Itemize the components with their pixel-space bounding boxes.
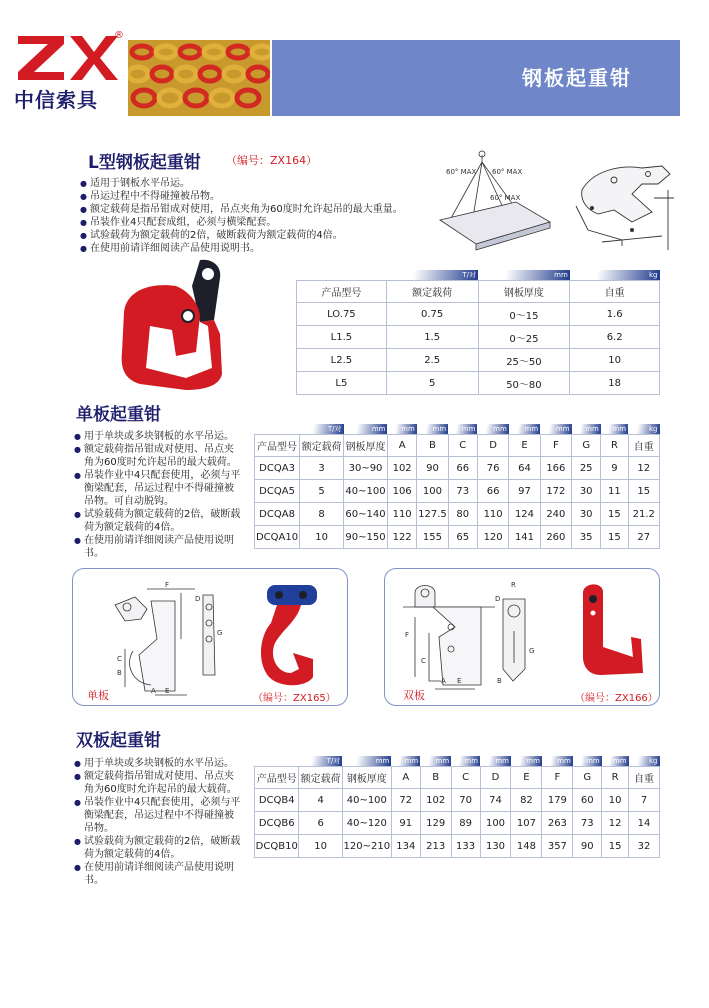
- table-cell: 1.6: [570, 303, 660, 326]
- table-row: [297, 303, 660, 326]
- table-row: [255, 457, 660, 480]
- list-item: ● 在使用前请详细阅读产品使用说明书。: [74, 861, 242, 887]
- table-cell: 122: [387, 526, 416, 549]
- table-cell: DCQB10: [255, 835, 299, 858]
- table-cell: L5: [297, 372, 387, 395]
- double-plate-panel: [384, 568, 660, 706]
- table-cell: 66: [477, 480, 508, 503]
- table-cell: 15: [628, 480, 659, 503]
- table-cell: 213: [420, 835, 451, 858]
- table-header: E: [511, 767, 542, 789]
- dimension-label: C: [421, 657, 426, 665]
- unit-label: mm: [511, 756, 542, 767]
- logo-text: 中信索具: [14, 88, 98, 112]
- unit-label: mm: [417, 424, 448, 435]
- table-row: [255, 526, 660, 549]
- single-plate-bullets: [74, 430, 242, 560]
- table-cell: DCQA5: [255, 480, 300, 503]
- single-plate-label: 单板: [87, 689, 109, 702]
- table-cell: LO.75: [297, 303, 387, 326]
- dimension-label: A: [151, 687, 156, 695]
- double-plate-drawing: [395, 577, 545, 695]
- table-row: [297, 326, 660, 349]
- table-cell: 130: [480, 835, 511, 858]
- table-header: F: [540, 435, 571, 457]
- unit-label: mm: [478, 270, 570, 281]
- table-cell: 3: [300, 457, 344, 480]
- registered-mark: ®: [114, 30, 124, 41]
- dimension-label: F: [405, 631, 410, 639]
- list-item: ● 在使用前请详细阅读产品使用说明书。: [80, 242, 416, 255]
- table-cell: 5: [386, 372, 478, 395]
- l-type-bullets: [80, 177, 416, 255]
- unit-label: mm: [387, 424, 416, 435]
- table-cell: 15: [601, 503, 628, 526]
- unit-label: kg: [629, 756, 660, 767]
- table-cell: 6: [299, 812, 342, 835]
- table-cell: 357: [542, 835, 573, 858]
- table-cell: 80: [448, 503, 477, 526]
- table-cell: 100: [417, 480, 448, 503]
- list-item: ● 用于单块或多块钢板的水平吊运。: [74, 430, 242, 443]
- unit-label: mm: [542, 756, 573, 767]
- table-cell: 12: [602, 812, 629, 835]
- table-cell: 66: [448, 457, 477, 480]
- l-type-clamp-photo: [116, 256, 236, 392]
- dimension-label: B: [117, 669, 122, 677]
- table-cell: 72: [391, 789, 420, 812]
- table-header: C: [448, 435, 477, 457]
- table-cell: 70: [451, 789, 480, 812]
- l-type-code: （编号：ZX164）: [226, 154, 318, 167]
- table-header: B: [420, 767, 451, 789]
- table-cell: 0～15: [478, 303, 570, 326]
- table-cell: 40~100: [342, 789, 391, 812]
- double-plate-clamp-photo: [575, 577, 655, 687]
- table-cell: 155: [417, 526, 448, 549]
- l-type-spec-table: [296, 270, 660, 395]
- table-header: 自重: [629, 767, 660, 789]
- table-header: D: [480, 767, 511, 789]
- table-cell: 18: [570, 372, 660, 395]
- table-header: 钢板厚度: [344, 435, 388, 457]
- table-cell: 127.5: [417, 503, 448, 526]
- list-item: ● 试验载荷为额定载荷的2倍，破断载荷为额定载荷的4倍。: [74, 508, 242, 534]
- table-cell: 10: [570, 349, 660, 372]
- table-cell: 30: [572, 503, 601, 526]
- table-header: 钢板厚度: [478, 281, 570, 303]
- dimension-label: B: [497, 677, 502, 685]
- dimension-label: G: [529, 647, 535, 655]
- table-cell: 14: [629, 812, 660, 835]
- table-cell: 90: [417, 457, 448, 480]
- list-item: ● 在使用前请详细阅读产品使用说明书。: [74, 534, 242, 560]
- table-cell: 6.2: [570, 326, 660, 349]
- table-cell: 90: [573, 835, 602, 858]
- table-cell: 40~120: [342, 812, 391, 835]
- table-cell: 0～25: [478, 326, 570, 349]
- single-plate-clamp-photo: [257, 577, 337, 687]
- table-cell: 91: [391, 812, 420, 835]
- table-row: [255, 480, 660, 503]
- l-type-title: L型钢板起重钳: [88, 153, 201, 173]
- table-cell: 25～50: [478, 349, 570, 372]
- table-row: [297, 349, 660, 372]
- dimension-label: G: [217, 629, 223, 637]
- unit-label: mm: [391, 756, 420, 767]
- list-item: ● 额定载荷指吊钳成对使用、吊点夹角为60度时允许起吊的最大载荷。: [74, 443, 242, 469]
- dimension-label: E: [457, 677, 462, 685]
- table-cell: 240: [540, 503, 571, 526]
- double-plate-label: 双板: [403, 689, 425, 702]
- table-cell: DCQA3: [255, 457, 300, 480]
- table-header: 产品型号: [255, 767, 299, 789]
- table-header: 额定载荷: [299, 767, 342, 789]
- table-cell: 110: [477, 503, 508, 526]
- banner-panel: [272, 40, 680, 116]
- unit-label: mm: [477, 424, 508, 435]
- l-type-lifting-diagram: [420, 150, 560, 250]
- table-cell: 73: [448, 480, 477, 503]
- list-item: ● 吊装作业中4只配套使用，必须与平衡梁配套，吊运过程中不得碰撞被吊物。: [74, 796, 242, 835]
- table-cell: 0.75: [386, 303, 478, 326]
- table-cell: L2.5: [297, 349, 387, 372]
- unit-label: T/对: [386, 270, 478, 281]
- single-plate-title: 单板起重钳: [76, 405, 161, 425]
- table-cell: 9: [601, 457, 628, 480]
- angle-label: 60° MAX: [492, 168, 523, 176]
- list-item: ● 适用于钢板水平吊运。: [80, 177, 416, 190]
- table-header: 自重: [570, 281, 660, 303]
- single-plate-code: （编号：ZX165）: [253, 693, 336, 704]
- table-cell: 74: [480, 789, 511, 812]
- table-cell: DCQB4: [255, 789, 299, 812]
- table-cell: 120: [477, 526, 508, 549]
- unit-label: mm: [420, 756, 451, 767]
- table-cell: 120~210: [342, 835, 391, 858]
- banner-title: 钢板起重钳: [522, 66, 632, 90]
- table-header: 钢板厚度: [342, 767, 391, 789]
- unit-label: T/对: [300, 424, 344, 435]
- list-item: ● 额定载荷指吊钳成对使用、吊点夹角为60度时允许起吊的最大载荷。: [74, 770, 242, 796]
- unit-label: mm: [344, 424, 388, 435]
- table-cell: 134: [391, 835, 420, 858]
- table-cell: 90~150: [344, 526, 388, 549]
- unit-label: T/对: [299, 756, 342, 767]
- table-cell: 107: [511, 812, 542, 835]
- zx-logo-icon: [14, 32, 122, 82]
- unit-label: mm: [573, 756, 602, 767]
- table-cell: L1.5: [297, 326, 387, 349]
- angle-label: 60° MAX: [490, 194, 521, 202]
- table-cell: 11: [601, 480, 628, 503]
- table-row: [255, 503, 660, 526]
- table-cell: 10: [299, 835, 342, 858]
- table-cell: 141: [509, 526, 540, 549]
- table-header: G: [572, 435, 601, 457]
- table-cell: 1.5: [386, 326, 478, 349]
- table-cell: 106: [387, 480, 416, 503]
- table-row: [255, 835, 660, 858]
- list-item: ● 额定载荷是指吊钳成对使用，吊点夹角为60度时允许起吊的最大重量。: [80, 203, 416, 216]
- table-cell: 64: [509, 457, 540, 480]
- unit-label: mm: [509, 424, 540, 435]
- table-cell: 32: [629, 835, 660, 858]
- table-row: [297, 372, 660, 395]
- table-cell: 35: [572, 526, 601, 549]
- table-header: R: [601, 435, 628, 457]
- table-header: A: [387, 435, 416, 457]
- table-cell: 10: [300, 526, 344, 549]
- unit-label: kg: [628, 424, 659, 435]
- table-cell: 260: [540, 526, 571, 549]
- table-cell: 172: [540, 480, 571, 503]
- table-cell: 4: [299, 789, 342, 812]
- l-type-clamp-drawing: [562, 150, 682, 260]
- table-cell: DCQB6: [255, 812, 299, 835]
- table-cell: 166: [540, 457, 571, 480]
- table-header: 产品型号: [255, 435, 300, 457]
- table-cell: 15: [601, 526, 628, 549]
- dimension-label: C: [117, 655, 122, 663]
- table-cell: 8: [300, 503, 344, 526]
- single-plate-spec-table: [254, 424, 660, 549]
- list-item: ● 吊运过程中不得碰撞被吊物。: [80, 190, 416, 203]
- table-header: A: [391, 767, 420, 789]
- table-cell: 27: [628, 526, 659, 549]
- table-cell: 7: [629, 789, 660, 812]
- double-plate-code: （编号：ZX166）: [575, 693, 658, 704]
- table-cell: 102: [387, 457, 416, 480]
- table-cell: 60: [573, 789, 602, 812]
- table-cell: DCQA8: [255, 503, 300, 526]
- table-header: 额定载荷: [300, 435, 344, 457]
- table-cell: 148: [511, 835, 542, 858]
- chain-slings-image: [128, 40, 270, 116]
- table-header: D: [477, 435, 508, 457]
- unit-label: mm: [448, 424, 477, 435]
- table-row: [255, 812, 660, 835]
- banner-photo: [128, 40, 270, 116]
- dimension-label: F: [165, 581, 170, 589]
- table-cell: DCQA10: [255, 526, 300, 549]
- table-header: C: [451, 767, 480, 789]
- table-cell: 40~100: [344, 480, 388, 503]
- dimension-label: D: [495, 595, 501, 603]
- table-header: 额定载荷: [386, 281, 478, 303]
- list-item: ● 试验载荷为额定载荷的2倍，破断载荷为额定载荷的4倍。: [74, 835, 242, 861]
- table-header: E: [509, 435, 540, 457]
- double-plate-title: 双板起重钳: [76, 731, 161, 751]
- dimension-label: D: [195, 595, 201, 603]
- list-item: ● 吊装作业4只配套成组，必须与横梁配套。: [80, 216, 416, 229]
- table-row: [255, 789, 660, 812]
- single-plate-drawing: [95, 579, 235, 697]
- table-cell: 60~140: [344, 503, 388, 526]
- unit-label: mm: [572, 424, 601, 435]
- table-cell: 97: [509, 480, 540, 503]
- dimension-label: E: [165, 687, 170, 695]
- table-header: R: [602, 767, 629, 789]
- table-header: 自重: [628, 435, 659, 457]
- table-cell: 263: [542, 812, 573, 835]
- table-cell: 15: [602, 835, 629, 858]
- table-cell: 110: [387, 503, 416, 526]
- single-plate-panel: [72, 568, 348, 706]
- table-cell: 124: [509, 503, 540, 526]
- table-cell: 5: [300, 480, 344, 503]
- table-cell: 10: [602, 789, 629, 812]
- dimension-label: R: [511, 581, 516, 589]
- table-cell: 2.5: [386, 349, 478, 372]
- table-cell: 100: [480, 812, 511, 835]
- table-cell: 76: [477, 457, 508, 480]
- table-cell: 65: [448, 526, 477, 549]
- list-item: ● 用于单块或多块钢板的水平吊运。: [74, 757, 242, 770]
- company-logo: [14, 32, 122, 112]
- unit-label: mm: [342, 756, 391, 767]
- double-plate-spec-table: [254, 756, 660, 858]
- table-cell: 30: [572, 480, 601, 503]
- unit-label: mm: [540, 424, 571, 435]
- table-cell: 21.2: [628, 503, 659, 526]
- table-cell: 89: [451, 812, 480, 835]
- table-header: F: [542, 767, 573, 789]
- table-header: B: [417, 435, 448, 457]
- unit-label: mm: [601, 424, 628, 435]
- table-cell: 25: [572, 457, 601, 480]
- table-cell: 73: [573, 812, 602, 835]
- list-item: ● 试验载荷为额定载荷的2倍，破断载荷为额定载荷的4倍。: [80, 229, 416, 242]
- double-plate-bullets: [74, 757, 242, 887]
- table-cell: 12: [628, 457, 659, 480]
- dimension-label: A: [441, 677, 446, 685]
- table-header: 产品型号: [297, 281, 387, 303]
- angle-label: 60° MAX: [446, 168, 477, 176]
- unit-label: mm: [480, 756, 511, 767]
- table-cell: 50～80: [478, 372, 570, 395]
- table-header: G: [573, 767, 602, 789]
- list-item: ● 吊装作业中4只配套使用，必须与平衡梁配套，吊运过程中不得碰撞被吊物。可自动脱钩。: [74, 469, 242, 508]
- unit-label: mm: [451, 756, 480, 767]
- table-cell: 102: [420, 789, 451, 812]
- table-cell: 129: [420, 812, 451, 835]
- table-cell: 133: [451, 835, 480, 858]
- table-cell: 30~90: [344, 457, 388, 480]
- unit-label: mm: [602, 756, 629, 767]
- table-cell: 179: [542, 789, 573, 812]
- table-cell: 82: [511, 789, 542, 812]
- unit-label: kg: [570, 270, 660, 281]
